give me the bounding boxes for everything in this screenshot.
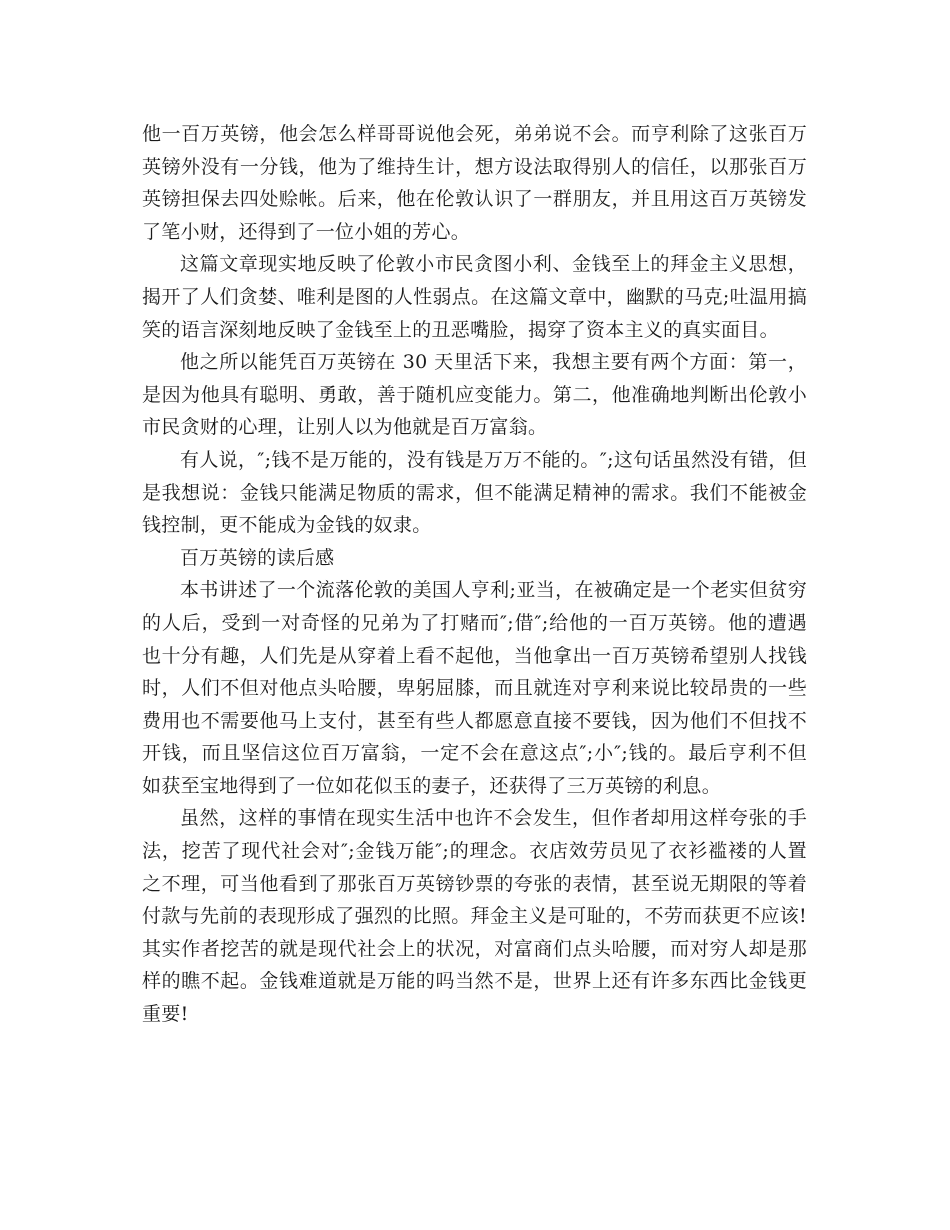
paragraph-analysis: 这篇文章现实地反映了伦敦小市民贪图小利、金钱至上的拜金主义思想，揭开了人们贪婪、唯利是图的人性弱点。在这篇文章中，幽默的马克;吐温用搞笑的语言深刻地反映了金钱至上的丑恶嘴脸，揭穿了资本主义的真实面目。	[142, 253, 807, 341]
paragraph-reflection: 虽然，这样的事情在现实生活中也许不会发生，但作者却用这样夸张的手法，挖苦了现代社会对″;金钱万能″;的理念。衣店效劳员见了衣衫褴褛的人置之不理，可当他看到了那张百万英镑钞票的夸张的表情，甚至说无期限的等着付款与先前的表现形成了强烈的比照。拜金主义是可耻的，不劳而获更不应该!其实作者挖苦的就是现代社会上的状况，对富商们点头哈腰，而对穷人却是那样的瞧不起。金钱难道就是万能的吗当然不是，世界上还有许多东西比金钱更重要!	[142, 807, 807, 1026]
paragraph-money-quote: 有人说，″;钱不是万能的，没有钱是万万不能的。″;这句话虽然没有错，但是我想说：金钱只能满足物质的需求，但不能满足精神的需求。我们不能被金钱控制，更不能成为金钱的奴隶。	[142, 448, 807, 537]
paragraph-survival-reasons: 他之所以能凭百万英镑在 30 天里活下来，我想主要有两个方面：第一，是因为他具有聪明、勇敢，善于随机应变能力。第二，他准确地判断出伦敦小市民贪财的心理，让别人以为他就是百万富翁。	[142, 351, 807, 439]
paragraph-continuation: 他一百万英镑，他会怎么样哥哥说他会死，弟弟说不会。而亨利除了这张百万英镑外没有一分钱，他为了维持生计，想方设法取得别人的信任，以那张百万英镑担保去四处赊帐。后来，他在伦敦认识了一群朋友，并且用这百万英镑发了笔小财，还得到了一位小姐的芳心。	[142, 123, 807, 243]
document-body	[142, 118, 807, 1031]
section-heading: 百万英镑的读后感	[180, 546, 335, 569]
paragraph-story-summary: 本书讲述了一个流落伦敦的美国人亨利;亚当，在被确定是一个老实但贫穷的人后，受到一对奇怪的兄弟为了打赌而″;借″;给他的一百万英镑。他的遭遇也十分有趣，人们先是从穿着上看不起他，当他拿出一百万英镑希望别人找钱时，人们不但对他点头哈腰，卑躬屈膝，而且就连对亨利来说比较昂贵的一些费用也不需要他马上支付，甚至有些人都愿意直接不要钱，因为他们不但找不开钱，而且坚信这位百万富翁，一定不会在意这点″;小″;钱的。最后亨利不但如获至宝地得到了一位如花似玉的妻子，还获得了三万英镑的利息。	[142, 579, 807, 797]
